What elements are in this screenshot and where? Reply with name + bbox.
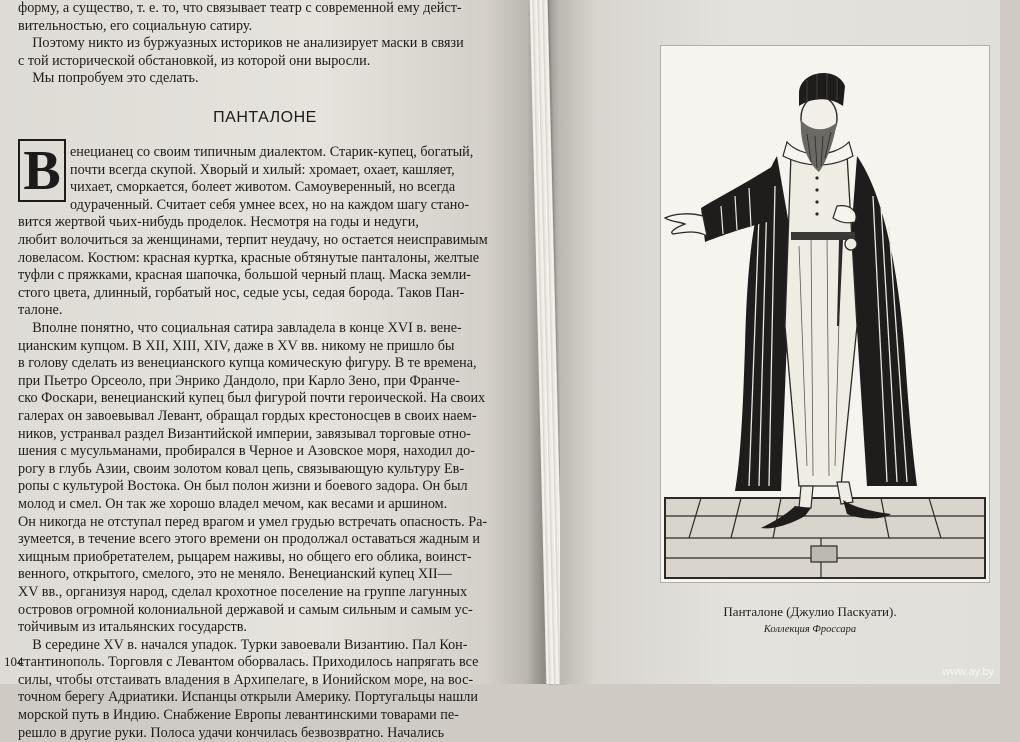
right-page: [560, 0, 1000, 684]
text-line: морской путь в Индию. Снабжение Европы левантинскими товарами пе-: [18, 707, 459, 724]
text-line: любит волочиться за женщинами, терпит неудачу, но остается неисправимым: [18, 231, 488, 248]
page-number: 104: [4, 654, 24, 669]
text-line: Вполне понятно, что социальная сатира завладела в конце XVI в. вене-: [18, 320, 462, 336]
text-line: ропы с культурой Востока. Он был полон жизни и боевого задора. Он был: [18, 478, 468, 495]
text-line: ско Фоскари, венецианский купец был фигурой почти героической. На своих: [18, 390, 486, 407]
text-line: форму, а существо, т. е. то, что связывает театр с современной ему дейст-: [18, 0, 462, 16]
text-line: рогу в глубь Азии, своим золотом ковал цепь, связывающую культуру Ев-: [18, 460, 465, 477]
watermark: www.ay.by: [942, 666, 994, 678]
pantalone-figure-image: [661, 46, 989, 582]
text-line: Мы попробуем это сделать.: [18, 70, 199, 87]
text-line: молод и смел. Он так же хорошо владел мечом, как весами и аршином.: [18, 495, 448, 512]
text-line: стого цвета, длинный, горбатый нос, седые усы, седая борода. Таков Пан-: [18, 284, 465, 301]
text-line: при Пьетро Орсеоло, при Энрико Дандоло, при Карло Зено, при Франче-: [18, 372, 460, 389]
intro-paragraph: [18, 0, 500, 88]
text-line: силы, чтобы отстаивать владения в Архипелаге, в Ионийском море, на вос-: [18, 671, 474, 688]
text-line: зумеется, в течение всего этого времени он продолжал оставаться жадным и: [18, 531, 480, 548]
body-text: [18, 320, 500, 742]
text-line: стантинополь. Торговля с Левантом оборвалась. Приходилось напрягать все: [18, 654, 479, 671]
text-line: хищным приобретателем, рыцарем наживы, но общего его облика, воинст-: [18, 548, 472, 565]
text-line: талоне.: [18, 302, 63, 319]
text-line: одураченный. Считает себя умнее всех, но на каждом шагу стано-: [70, 196, 470, 213]
text-line: Он никогда не отступал перед врагом и умел грудью встречать опасность. Ра-: [18, 513, 488, 530]
text-line: с той исторической обстановкой, из которой они выросли.: [18, 52, 371, 69]
text-line: шения с мусульманами, пробирался в Черное и Азовское моря, находил до-: [18, 443, 475, 460]
text-line: точном берегу Адриатики. Испанцы открыли Америку. Португальцы нашли: [18, 689, 478, 706]
character-description: [18, 144, 500, 320]
pantalone-illustration: [660, 45, 990, 583]
text-line: енецианец со своим типичным диалектом. Старик-купец, богатый,: [70, 144, 474, 160]
text-line: Поэтому никто из буржуазных историков не анализирует маски в связи: [18, 35, 464, 52]
text-line: почти всегда скупой. Хворый и хилый: хромает, охает, кашляет,: [70, 161, 455, 178]
drop-cap: В: [18, 139, 66, 202]
illustration-caption: Панталоне (Джулио Паскуати).: [723, 604, 897, 619]
text-line: тойчивым из итальянских государств.: [18, 619, 247, 636]
text-line: ловеласом. Костюм: красная куртка, красные обтянутые панталоны, желтые: [18, 249, 480, 266]
text-line: островов огромной колониальной державой и самым сильным и самым ус-: [18, 601, 473, 618]
text-line: туфли с пряжками, красная шапочка, большой черный плащ. Маска земли-: [18, 267, 472, 284]
text-line: решло в другие руки. Полоса удачи кончилась безвозвратно. Начались: [18, 724, 445, 741]
text-line: цианским купцом. В XII, XIII, XIV, даже в XV вв. никому не пришло бы: [18, 337, 455, 354]
chapter-title: ПАНТАЛОНЕ: [213, 109, 317, 126]
text-line: В середине XV в. начался упадок. Турки завоевали Византию. Пал Кон-: [18, 636, 468, 653]
illustration-credit: Коллекция Фроссара: [763, 624, 857, 635]
text-line: вится жертвой чьих-нибудь проделок. Несмотря на годы и недуги,: [18, 214, 419, 231]
text-line: чихает, сморкается, болеет животом. Самоуверенный, но всегда: [70, 179, 456, 196]
text-line: XV вв., организуя народ, сделал крохотное поселение на группе лагунных: [18, 583, 468, 600]
text-line: в голову сделать из венецианского купца комическую фигуру. В те времена,: [18, 355, 477, 372]
text-line: галерах он завоевывал Левант, обращал гордых крестоносцев в своих наем-: [18, 407, 477, 424]
text-line: вительностью, его социальную сатиру.: [18, 17, 253, 34]
text-line: ников, устранвал раздел Византийской империи, завязывал торговые отно-: [18, 425, 471, 442]
text-line: венного, открытого, смелого, это не меняло. Венецианский купец XII—: [18, 566, 452, 583]
